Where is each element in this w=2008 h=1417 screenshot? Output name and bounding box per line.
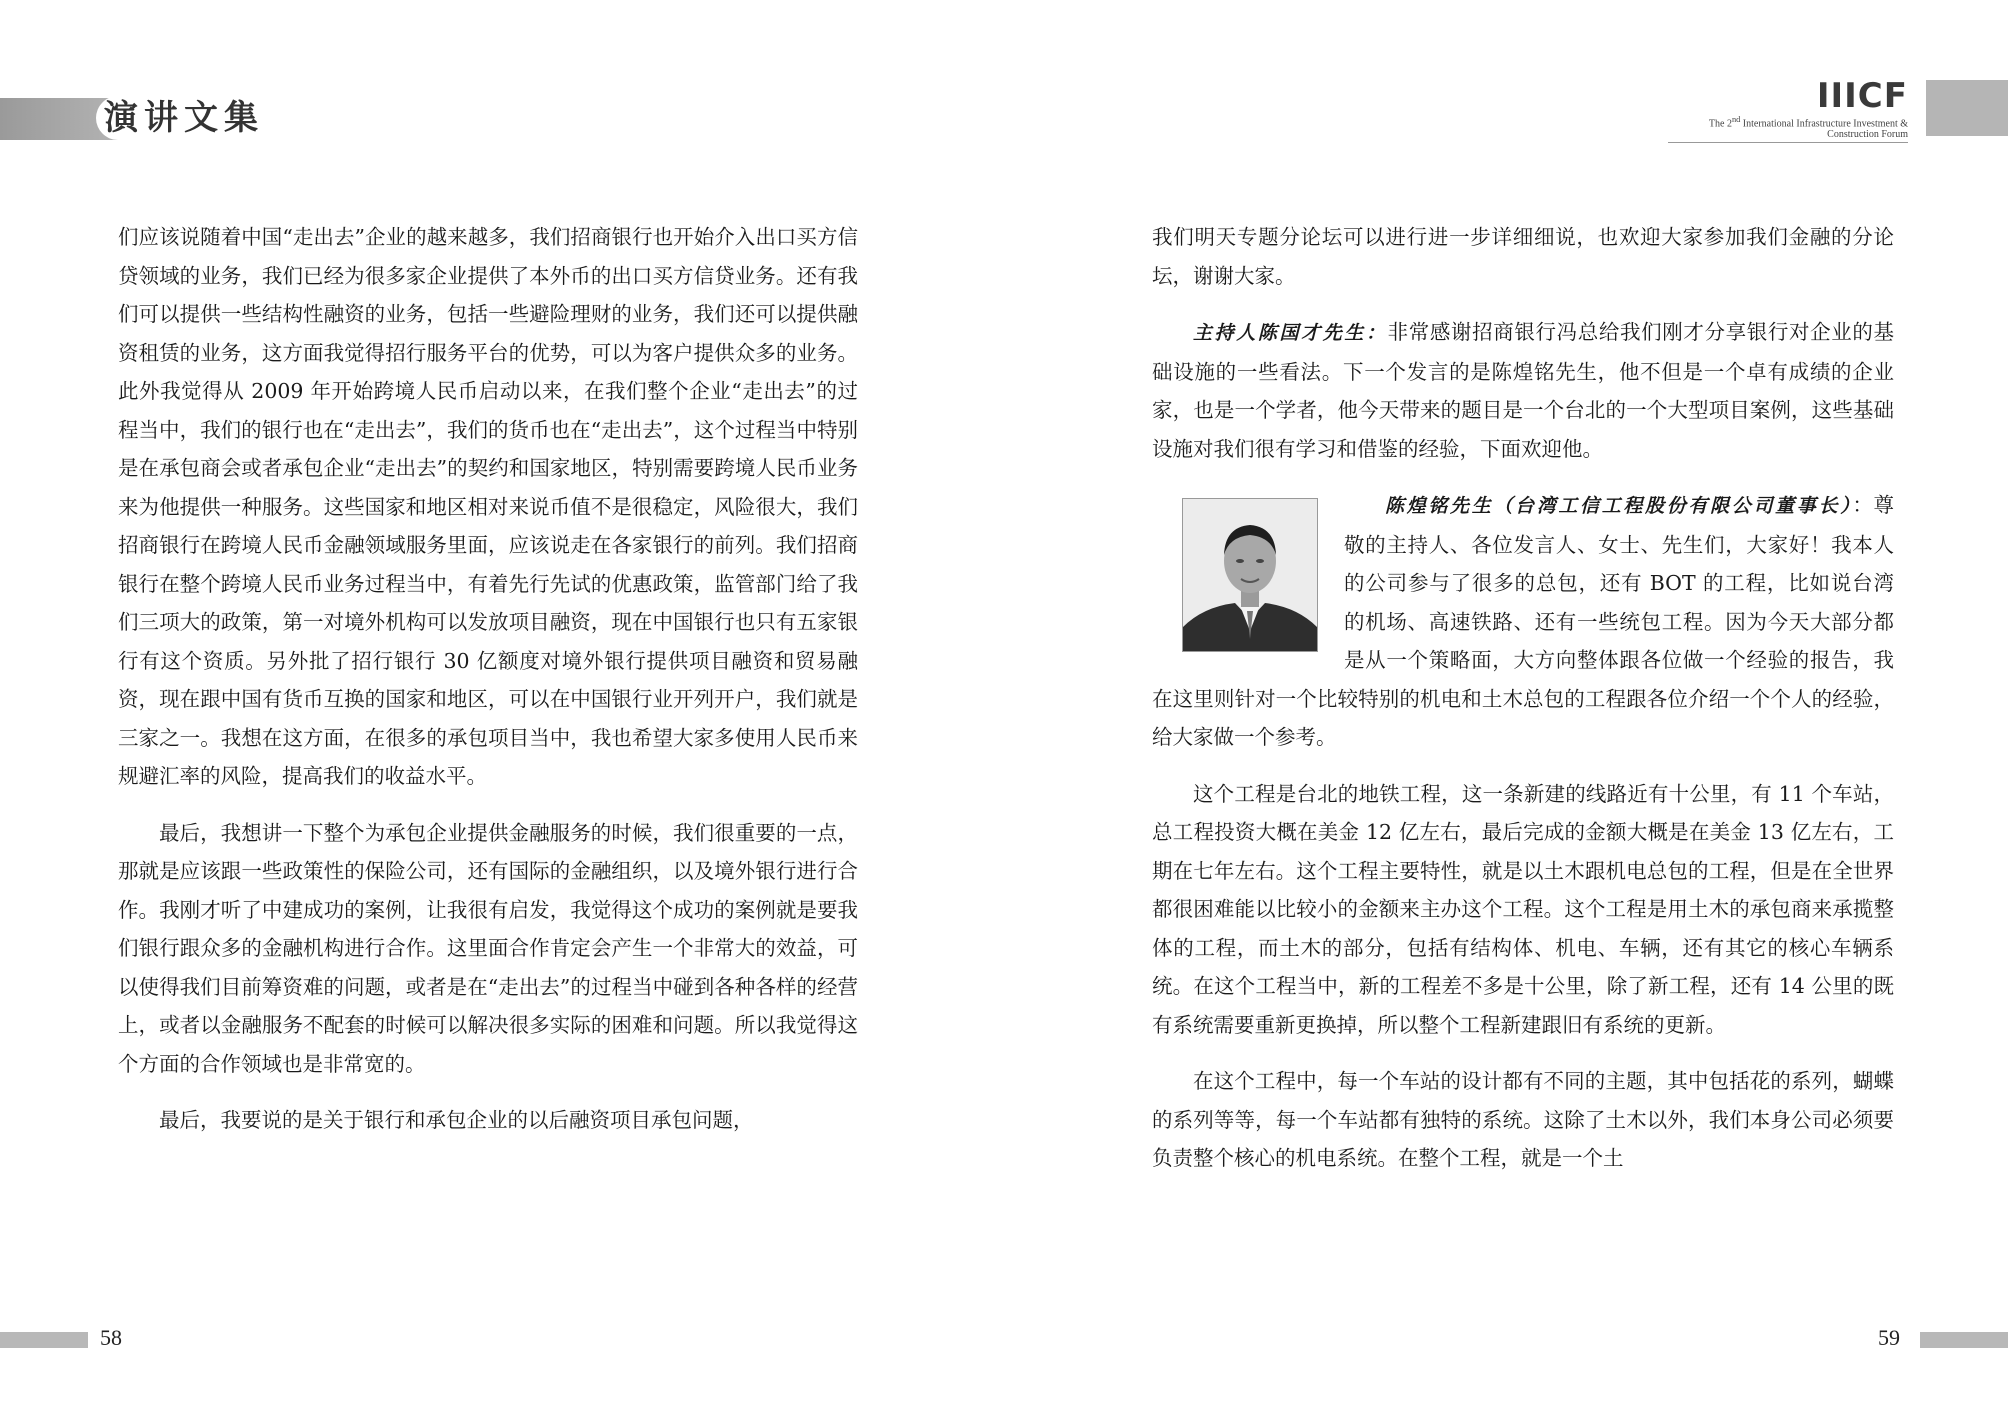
footer-band	[0, 1332, 88, 1348]
speaker-paragraph: 陈煌铭先生（台湾工信工程股份有限公司董事长）：尊敬的主持人、各位发言人、女士、先生们，大家好！我本人的公司参与了很多的总包，还有 BOT 的工程，比如说台湾的机场、高速铁路、还有一些统包工程。因为今天大部分都是从一个策略面，大方向整体跟各位做一个经验的报告，我在这里则针对一个比较特别的机电和土木总包的工程跟各位介绍一个个人的经验，给大家做一个参考。	[1152, 493, 1894, 749]
logo-subtitle: The 2nd International Infrastructure Investment & Construction Forum	[1708, 115, 1908, 141]
left-text-column	[118, 218, 858, 1140]
right-page	[1004, 0, 2008, 1417]
logo-mark: IIICF	[1816, 76, 1908, 116]
header-band	[1926, 80, 2008, 136]
paragraph: 最后，我想讲一下整个为承包企业提供金融服务的时候，我们很重要的一点，那就是应该跟一些政策性的保险公司，还有国际的金融组织，以及境外银行进行合作。我刚才听了中建成功的案例，让我很有启发，我觉得这个成功的案例就是要我们银行跟众多的金融机构进行合作。这里面合作肯定会产生一个非常大的效益，可以使得我们目前筹资难的问题，或者是在“走出去”的过程当中碰到各种各样的经营上，或者以金融服务不配套的时候可以解决很多实际的困难和问题。所以我觉得这个方面的合作领域也是非常宽的。	[118, 820, 858, 1076]
paragraph: 在这个工程中，每一个车站的设计都有不同的主题，其中包括花的系列，蝴蝶的系列等等，每一个车站都有独特的系统。这除了土木以外，我们本身公司必须要负责整个核心的机电系统。在整个工程，就是一个土	[1152, 1069, 1894, 1170]
paragraph: 这个工程是台北的地铁工程，这一条新建的线路近有十公里，有 11 个车站，总工程投资大概在美金 12 亿左右，最后完成的金额大概是在美金 13 亿左右，工期在七年左右。这个工程主要特性，就是以土木跟机电总包的工程，但是在全世界都很困难能以比较小的金额来主办这个工程。这个工程是用土木的承包商来承揽整体的工程，而土木的部分，包括有结构体、机电、车辆，还有其它的核心车辆系统。在这个工程当中，新的工程差不多是十公里，除了新工程，还有 14 公里的既有系统需要重新更换掉，所以整个工程新建跟旧有系统的更新。	[1152, 781, 1894, 1037]
logo-rule	[1668, 142, 1908, 143]
paragraph: 我们明天专题分论坛可以进行进一步详细细说，也欢迎大家参加我们金融的分论坛，谢谢大家。	[1152, 225, 1894, 288]
paragraph: 最后，我要说的是关于银行和承包企业的以后融资项目承包问题，	[159, 1108, 754, 1132]
host-label: 主持人陈国才先生：	[1193, 322, 1388, 344]
paragraph: 主持人陈国才先生：非常感谢招商银行冯总给我们刚才分享银行对企业的基础设施的一些看法。下一个发言的是陈煌铭先生，他不但是一个卓有成绩的企业家，也是一个学者，他今天带来的题目是一个台北的一个大型项目案例，这些基础设施对我们很有学习和借鉴的经验，下面欢迎他。	[1152, 320, 1894, 461]
section-title: 演讲文集	[96, 96, 272, 140]
page-number: 58	[100, 1325, 122, 1350]
paragraph: 们应该说随着中国“走出去”企业的越来越多，我们招商银行也开始介入出口买方信贷领域的业务，我们已经为很多家企业提供了本外币的出口买方信贷业务。还有我们可以提供一些结构性融资的业务，包括一些避险理财的业务，我们还可以提供融资租赁的业务，这方面我觉得招行服务平台的优势，可以为客户提供众多的业务。此外我觉得从 2009 年开始跨境人民币启动以来，在我们整个企业“走出去”的过程当中，我们的银行也在“走出去”，我们的货币也在“走出去”，这个过程当中特别是在承包商会或者承包企业“走出去”的契约和国家地区，特别需要跨境人民币业务来为他提供一种服务。这些国家和地区相对来说币值不是很稳定，风险很大，我们招商银行在跨境人民币金融领域服务里面，应该说走在各家银行的前列。我们招商银行在整个跨境人民币业务过程当中，有着先行先试的优惠政策，监管部门给了我们三项大的政策，第一对境外机构可以发放项目融资，现在中国银行也只有五家银行有这个资质。另外批了招行银行 30 亿额度对境外银行提供项目融资和贸易融资，现在跟中国有货币互换的国家和地区，可以在中国银行业开列开户，我们就是三家之一。我想在这方面，在很多的承包项目当中，我也希望大家多使用人民币来规避汇率的风险，提高我们的收益水平。	[118, 225, 858, 788]
forum-logo	[1668, 78, 1908, 143]
page-number: 59	[1878, 1325, 1900, 1350]
footer-band	[1920, 1332, 2008, 1348]
right-text-column	[1152, 218, 1894, 1178]
speaker-photo	[1182, 498, 1318, 652]
speaker-label: 陈煌铭先生（台湾工信工程股份有限公司董事长）	[1385, 495, 1853, 517]
